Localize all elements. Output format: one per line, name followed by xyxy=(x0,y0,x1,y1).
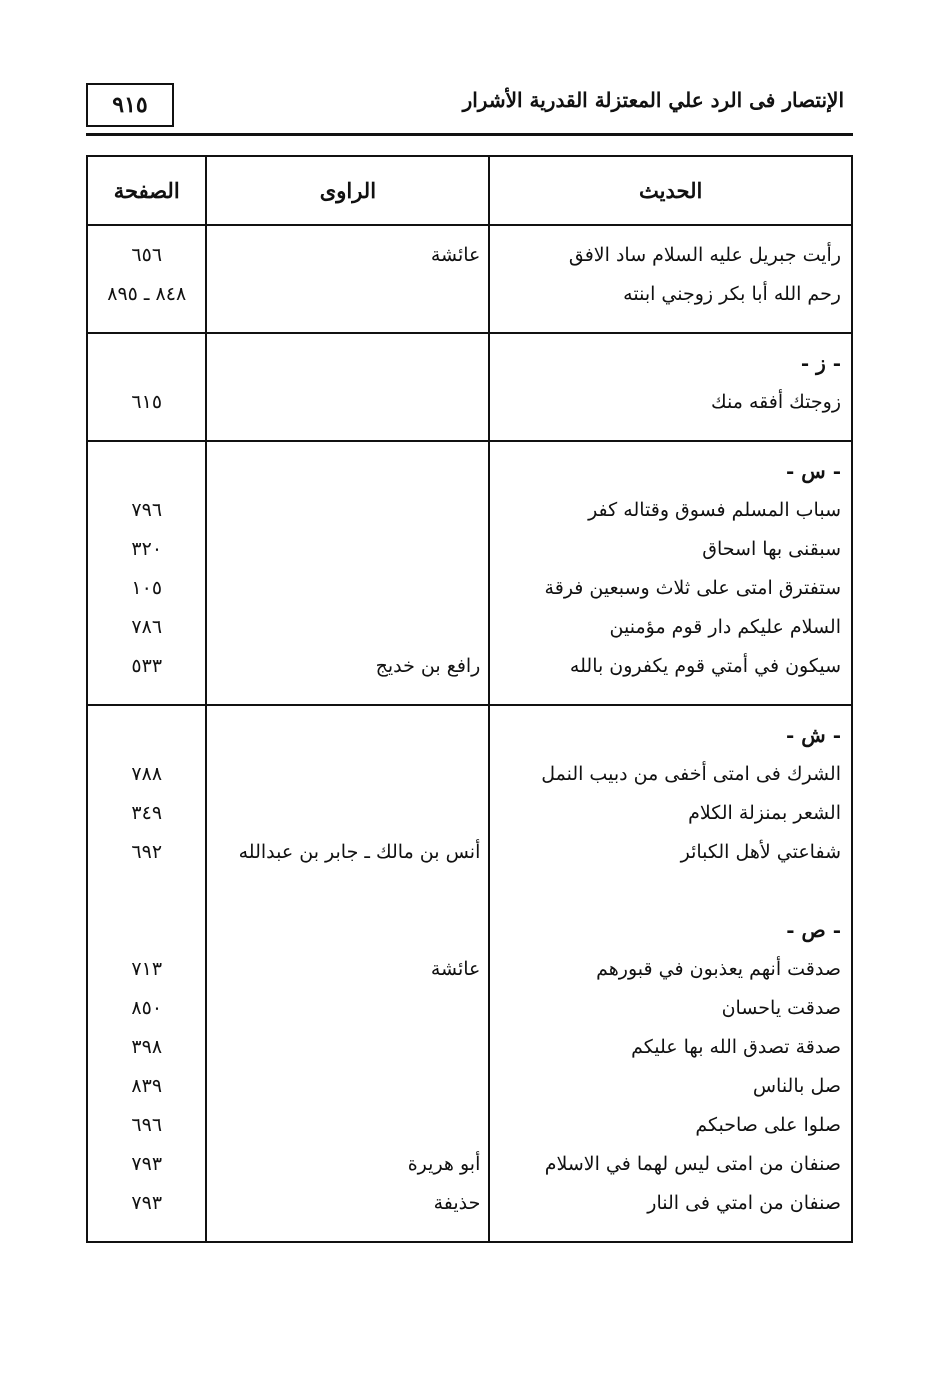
hadith-text: صل بالناس xyxy=(752,1075,841,1097)
group-ra xyxy=(87,225,852,333)
rawi-text xyxy=(207,608,488,647)
rawi-text xyxy=(207,491,488,530)
page-number: ٩١٥ xyxy=(86,83,174,127)
group-shin-sad xyxy=(87,705,852,1242)
letter-heading-sin: - س - xyxy=(786,459,841,483)
table-header-row xyxy=(87,156,852,225)
page-ref: ٨٣٩ xyxy=(131,1075,163,1097)
page-ref: ٨٤٨ ـ ٨٩٥ xyxy=(107,283,187,305)
rawi-text: رافع بن خديج xyxy=(375,655,481,677)
table-row xyxy=(87,705,852,1242)
rawi-text xyxy=(207,383,488,422)
rawi-text: عائشة xyxy=(430,958,481,980)
letter-heading-shin: - ش - xyxy=(786,723,841,747)
page-ref: ٧٨٦ xyxy=(131,616,163,638)
hadith-text: زوجتك أفقه منك xyxy=(710,391,841,413)
hadith-text: سبقنى بها اسحاق xyxy=(702,538,841,560)
hadith-text: صدقة تصدق الله بها عليكم xyxy=(631,1036,841,1058)
page-ref: ٦٥٦ xyxy=(131,244,163,266)
page-ref: ٣٢٠ xyxy=(131,538,163,560)
page-ref: ٨٥٠ xyxy=(131,997,163,1019)
letter-heading-zay: - ز - xyxy=(800,351,841,375)
page-ref: ٥٣٣ xyxy=(131,655,163,677)
hadith-text: صدقت أنهم يعذبون في قبورهم xyxy=(596,958,841,980)
table-row xyxy=(87,225,852,333)
hadith-text: سيكون في أمتي قوم يكفرون بالله xyxy=(569,655,841,677)
letter-heading-sad: - ص - xyxy=(786,918,841,942)
hadith-text: صنفان من امتى ليس لهما في الاسلام xyxy=(544,1153,841,1175)
rawi-text: عائشة xyxy=(430,244,481,266)
page-ref: ٧٩٣ xyxy=(131,1192,163,1214)
hadith-text: سباب المسلم فسوق وقتاله كفر xyxy=(588,499,841,521)
header-page: الصفحة xyxy=(87,156,206,225)
group-zay xyxy=(87,333,852,441)
hadith-text: الشرك فى امتى أخفى من دبيب النمل xyxy=(541,763,841,785)
page-ref: ٦١٥ xyxy=(131,391,163,413)
hadith-text: السلام عليكم دار قوم مؤمنين xyxy=(609,616,841,638)
table-row xyxy=(87,441,852,705)
rawi-text xyxy=(207,1067,488,1106)
rawi-text xyxy=(207,530,488,569)
rawi-text: حذيفة xyxy=(433,1192,481,1214)
table-row xyxy=(87,333,852,441)
rawi-text xyxy=(207,275,488,314)
hadith-index-table xyxy=(86,155,853,1243)
hadith-text: ستفترق امتى على ثلاث وسبعين فرقة xyxy=(544,577,841,599)
page-ref: ٣٤٩ xyxy=(131,802,163,824)
page-ref: ٣٩٨ xyxy=(131,1036,163,1058)
hadith-text: رحم الله أبا بكر زوجني ابنته xyxy=(623,283,841,305)
page-ref: ٦٩٢ xyxy=(131,841,163,863)
hadith-text: صنفان من امتي فى النار xyxy=(647,1192,841,1214)
page-ref: ٧٨٨ xyxy=(131,763,163,785)
page-ref: ٧٩٣ xyxy=(131,1153,163,1175)
header-hadith: الحديث xyxy=(489,156,852,225)
rawi-text xyxy=(207,794,488,833)
rawi-text xyxy=(207,1028,488,1067)
hadith-text: صلوا على صاحبكم xyxy=(695,1114,841,1136)
group-sin xyxy=(87,441,852,705)
page-ref: ٧٩٦ xyxy=(131,499,163,521)
rawi-text xyxy=(207,1106,488,1145)
header-rawi: الراوى xyxy=(206,156,489,225)
rawi-text xyxy=(207,569,488,608)
page-ref: ١٠٥ xyxy=(131,577,163,599)
hadith-text: رأيت جبريل عليه السلام ساد الافق xyxy=(568,244,841,266)
header-rule xyxy=(86,133,853,136)
page-ref: ٦٩٦ xyxy=(131,1114,163,1136)
hadith-text: شفاعتي لأهل الكبائر xyxy=(680,841,841,863)
rawi-text: أنس بن مالك ـ جابر بن عبدالله xyxy=(238,841,481,863)
page-ref: ٧١٣ xyxy=(131,958,163,980)
rawi-text: أبو هريرة xyxy=(407,1153,481,1175)
rawi-text xyxy=(207,989,488,1028)
rawi-text xyxy=(207,755,488,794)
hadith-text: صدقت ياحسان xyxy=(721,997,841,1019)
hadith-text: الشعر بمنزلة الكلام xyxy=(688,802,841,824)
running-title: الإنتصار فى الرد علي المعتزلة القدرية الأشرار xyxy=(462,88,844,112)
